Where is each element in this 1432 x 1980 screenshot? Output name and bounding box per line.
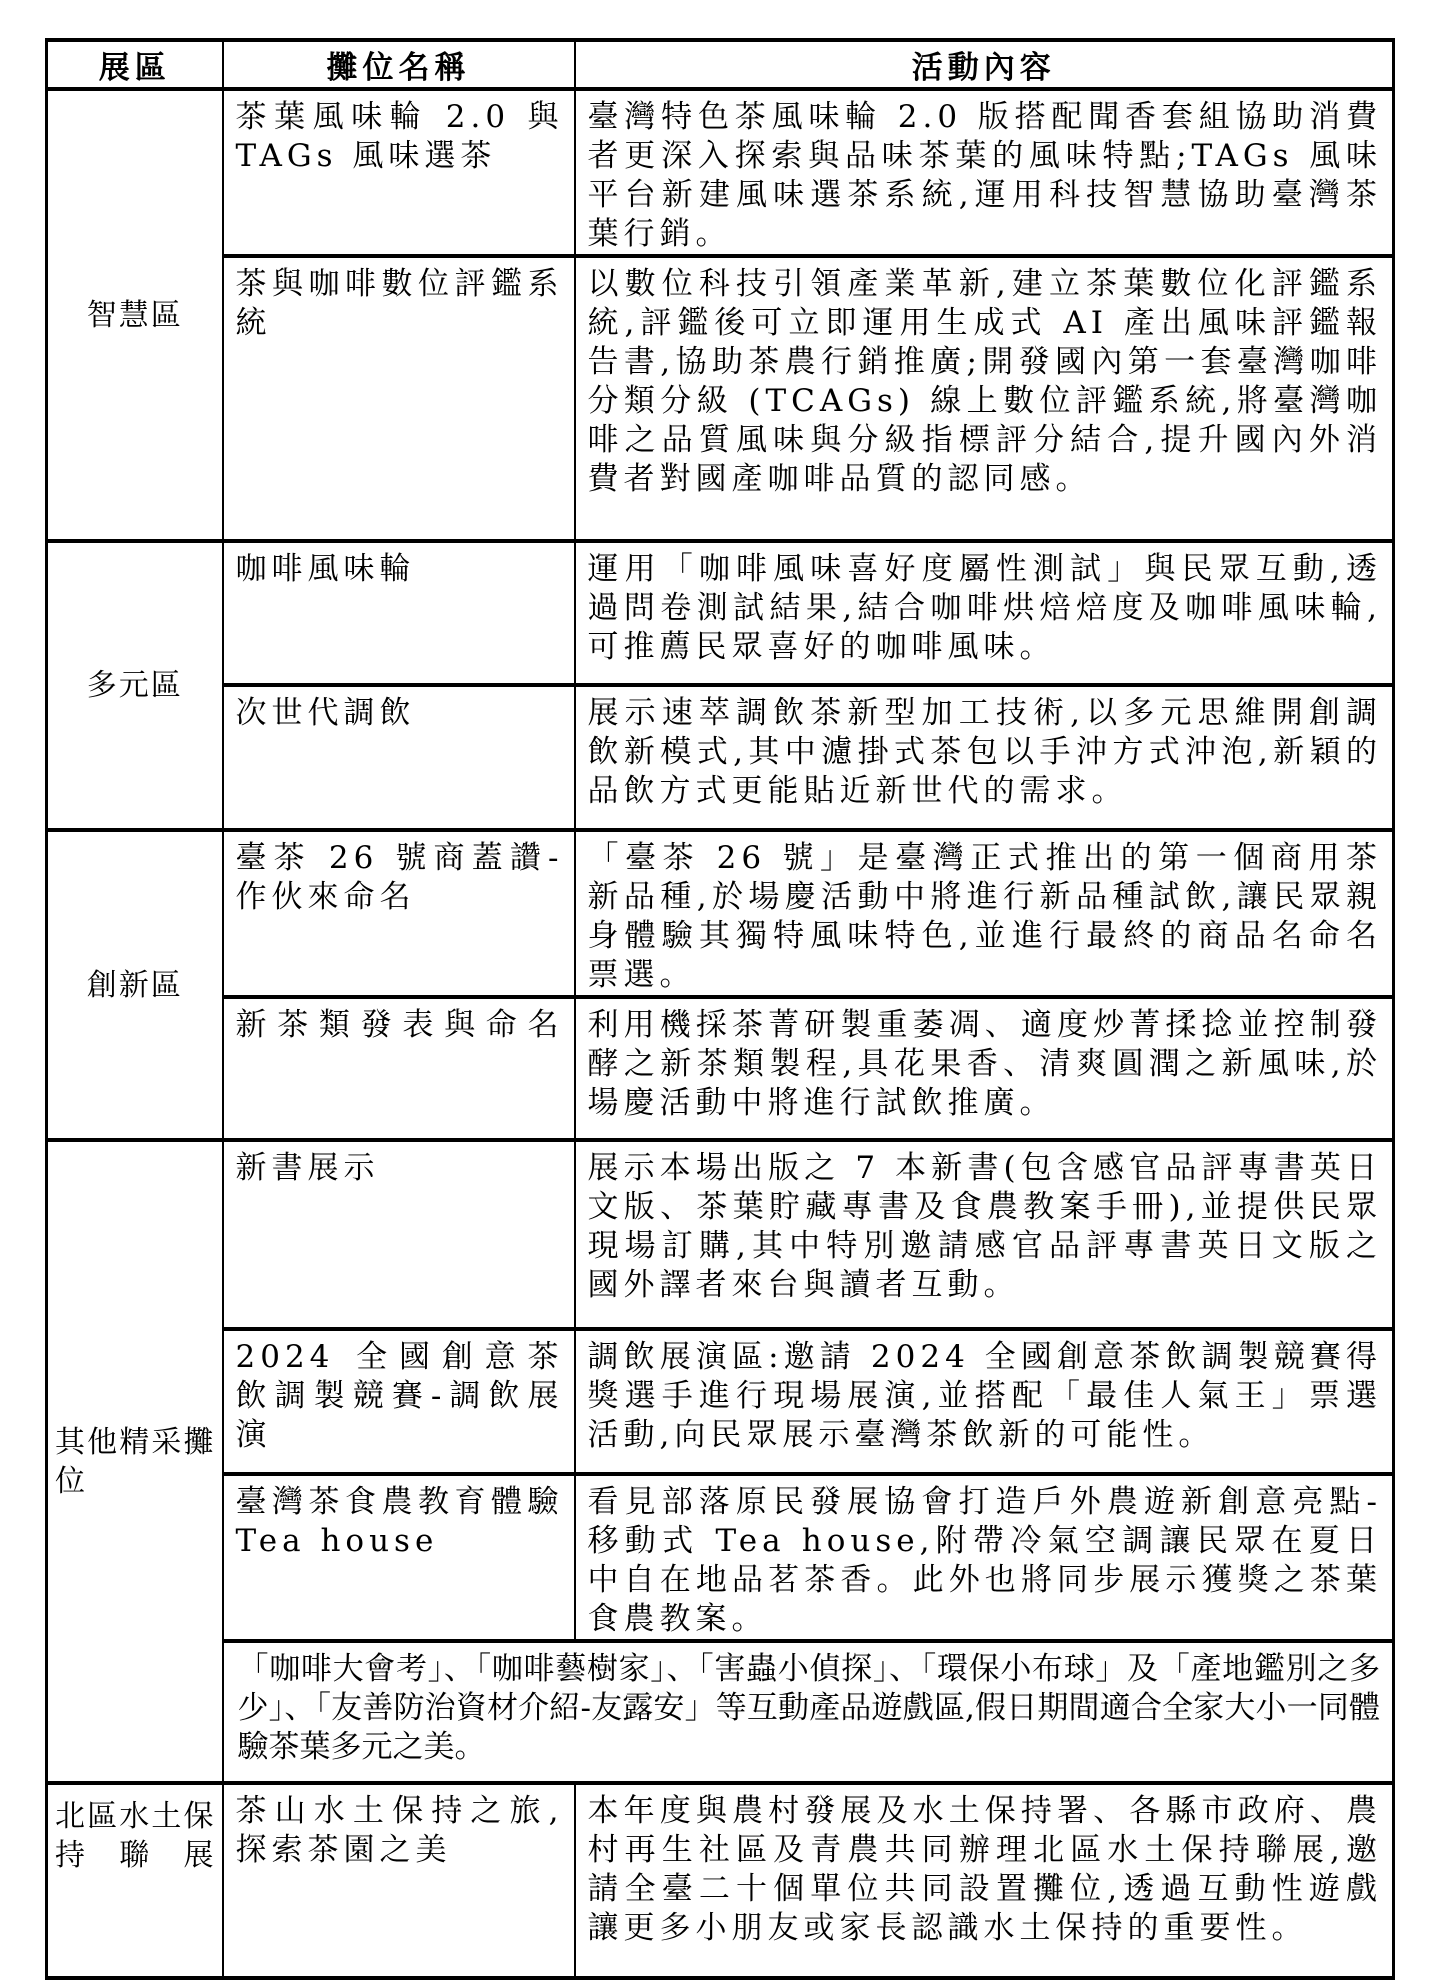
booth-name-cell: 新茶類發表與命名 bbox=[223, 997, 575, 1140]
col-header-area: 展區 bbox=[47, 40, 223, 89]
activity-cell: 「臺茶 26 號」是臺灣正式推出的第一個商用茶新品種,於場慶活動中將進行新品種試飲,讓民眾親身體驗其獨特風味特色,並進行最終的商品名命名票選。 bbox=[575, 830, 1394, 997]
interactive-games-note-cell: 「咖啡大會考」、「咖啡藝樹家」、「害蟲小偵探」、「環保小布球」及「產地鑑別之多少」、「友善防治資材介紹-友露安」等互動產品遊戲區,假日期間適合全家大小一同體驗茶葉多元之美。 bbox=[223, 1641, 1394, 1783]
area-cell-soil-water-expo: 北區水土保持聯展 bbox=[47, 1783, 223, 1978]
booth-name-cell: 新書展示 bbox=[223, 1140, 575, 1329]
activity-cell: 展示速萃調飲茶新型加工技術,以多元思維開創調飲新模式,其中濾掛式茶包以手沖方式沖泡,新穎的品飲方式更能貼近新世代的需求。 bbox=[575, 685, 1394, 830]
table-row bbox=[47, 1329, 1394, 1474]
activity-cell: 臺灣特色茶風味輪 2.0 版搭配聞香套組協助消費者更深入探索與品味茶葉的風味特點;TAGs 風味平台新建風味選茶系統,運用科技智慧協助臺灣茶葉行銷。 bbox=[575, 89, 1394, 256]
area-cell-smart-zone: 智慧區 bbox=[47, 89, 223, 541]
booth-name-cell: 次世代調飲 bbox=[223, 685, 575, 830]
activity-cell: 看見部落原民發展協會打造戶外農遊新創意亮點-移動式 Tea house,附帶冷氣空調讓民眾在夏日中自在地品茗茶香。此外也將同步展示獲獎之茶葉食農教案。 bbox=[575, 1474, 1394, 1641]
area-cell-other-booths: 其他精采攤位 bbox=[47, 1140, 223, 1783]
table-row bbox=[47, 997, 1394, 1140]
table-row bbox=[47, 1783, 1394, 1978]
activity-cell: 調飲展演區:邀請 2024 全國創意茶飲調製競賽得獎選手進行現場展演,並搭配「最佳人氣王」票選活動,向民眾展示臺灣茶飲新的可能性。 bbox=[575, 1329, 1394, 1474]
activity-cell: 本年度與農村發展及水土保持署、各縣市政府、農村再生社區及青農共同辦理北區水土保持聯展,邀請全臺二十個單位共同設置攤位,透過互動性遊戲讓更多小朋友或家長認識水土保持的重要性。 bbox=[575, 1783, 1394, 1978]
activity-cell: 展示本場出版之 7 本新書(包含感官品評專書英日文版、茶葉貯藏專書及食農教案手冊),並提供民眾現場訂購,其中特別邀請感官品評專書英日文版之國外譯者來台與讀者互動。 bbox=[575, 1140, 1394, 1329]
booth-name-cell: 茶葉風味輪 2.0 與 TAGs 風味選茶 bbox=[223, 89, 575, 256]
table-row bbox=[47, 89, 1394, 256]
activity-cell: 利用機採茶菁研製重萎凋、適度炒菁揉捻並控制發酵之新茶類製程,具花果香、清爽圓潤之新風味,於場慶活動中將進行試飲推廣。 bbox=[575, 997, 1394, 1140]
col-header-booth-name: 攤位名稱 bbox=[223, 40, 575, 89]
area-cell-diverse-zone: 多元區 bbox=[47, 541, 223, 830]
table-row bbox=[47, 256, 1394, 541]
table-row bbox=[47, 830, 1394, 997]
table-row bbox=[47, 1140, 1394, 1329]
booth-name-cell: 2024 全國創意茶飲調製競賽-調飲展演 bbox=[223, 1329, 575, 1474]
table-row bbox=[47, 685, 1394, 830]
table-row bbox=[47, 541, 1394, 685]
area-cell-innovation-zone: 創新區 bbox=[47, 830, 223, 1140]
header-row bbox=[47, 40, 1394, 89]
activity-cell: 運用「咖啡風味喜好度屬性測試」與民眾互動,透過問卷測試結果,結合咖啡烘焙焙度及咖啡風味輪,可推薦民眾喜好的咖啡風味。 bbox=[575, 541, 1394, 685]
booth-name-cell: 咖啡風味輪 bbox=[223, 541, 575, 685]
booth-name-cell: 茶山水土保持之旅,探索茶園之美 bbox=[223, 1783, 575, 1978]
exhibition-booth-table bbox=[45, 38, 1395, 1980]
booth-name-cell: 臺茶 26 號商蓋讚-作伙來命名 bbox=[223, 830, 575, 997]
activity-cell: 以數位科技引領產業革新,建立茶葉數位化評鑑系統,評鑑後可立即運用生成式 AI 產出風味評鑑報告書,協助茶農行銷推廣;開發國內第一套臺灣咖啡分類分級 (TCAGs) 線上數位評鑑系統,將臺灣咖啡之品質風味與分級指標評分結合,提升國內外消費者對國產咖啡品質的認同感。 bbox=[575, 256, 1394, 541]
col-header-activity: 活動內容 bbox=[575, 40, 1394, 89]
booth-name-cell: 臺灣茶食農教育體驗 Tea house bbox=[223, 1474, 575, 1641]
booth-name-cell: 茶與咖啡數位評鑑系統 bbox=[223, 256, 575, 541]
table-row bbox=[47, 1474, 1394, 1641]
table-row bbox=[47, 1641, 1394, 1783]
